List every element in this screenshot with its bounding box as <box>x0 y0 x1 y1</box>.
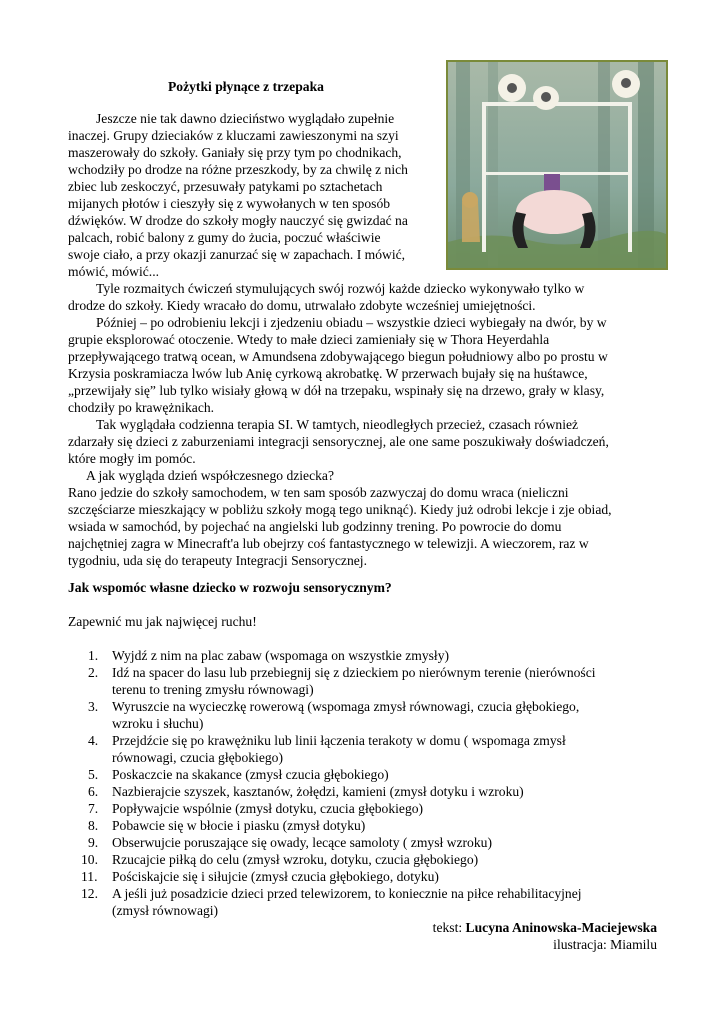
body-line: zdarzały się dzieci z zaburzeniami integracji sensorycznej, ale one same poszukiwały doświadczeń, <box>68 434 609 449</box>
list-item-text: Nazbierajcie szyszek, kasztanów, żołędzi, kamieni (zmysł dotyku i wzroku) <box>112 784 524 799</box>
list-number: 1. <box>88 648 99 663</box>
list-item-text: (zmysł równowagi) <box>112 903 219 918</box>
intro-line: zbiec lub zeskoczyć, przesuwały patykami po sztachetach <box>68 179 383 194</box>
intro-line: inaczej. Grupy dzieciaków z kluczami zawieszonymi na szyi <box>68 128 399 143</box>
list-item-text: Wyruszcie na wycieczkę rowerową (wspomaga zmysł równowagi, czucia głębokiego, <box>112 699 580 714</box>
credit-text-label: tekst: <box>432 920 466 935</box>
body-line: Później – po odrobieniu lekcji i zjedzeniu obiadu – wszystkie dzieci wybiegały na dwór, by w <box>96 315 607 330</box>
body-line: Tyle rozmaitych ćwiczeń stymulujących swój rozwój każde dziecko wykonywało tylko w <box>96 281 585 296</box>
list-number: 4. <box>88 733 99 748</box>
list-item-text: Rzucajcie piłką do celu (zmysł wzroku, dotyku, czucia głębokiego) <box>112 852 479 867</box>
list-item-text: Obserwujcie poruszające się owady, lecące samoloty ( zmysł wzroku) <box>112 835 492 850</box>
list-item-text: Pobawcie się w błocie i piasku (zmysł dotyku) <box>112 818 366 833</box>
section-heading: Jak wspomóc własne dziecko w rozwoju sensorycznym? <box>68 580 392 595</box>
body-line: chodziły po krawężnikach. <box>68 400 215 415</box>
list-number: 11. <box>81 869 98 884</box>
list-number: 5. <box>88 767 99 782</box>
list-item-text: Idź na spacer do lasu lub przebiegnij się z dzieckiem po nierównym terenie (nierówności <box>112 665 596 680</box>
body-line: tygodniu, uda się do terapeuty Integracji Sensorycznej. <box>68 553 367 568</box>
list-item-text: Popływajcie wspólnie (zmysł dotyku, czucia głębokiego) <box>112 801 424 816</box>
intro-line: maszerowały do szkoły. Ganiały się przy tym po chodnikach, <box>68 145 402 160</box>
body-line: Tak wyglądała codzienna terapia SI. W tamtych, nieodległych przecież, czasach również <box>96 417 579 432</box>
intro-line: wchodziły po drodze na różne przeszkody, by za chwilę z nich <box>68 162 408 177</box>
illustration-drawing <box>448 62 666 268</box>
intro-line: palcach, robić balony z gumy do żucia, poczuć właściwie <box>68 230 381 245</box>
body-line: drodze do szkoły. Kiedy wracało do domu, utrwalało zdobyte wcześniej umiejętności. <box>68 298 536 313</box>
list-number: 12. <box>81 886 98 901</box>
intro-line: swoje ciało, a przy okazji zanurzać się w zapachach. I mówić, <box>68 247 406 262</box>
credit-text <box>433 920 657 936</box>
list-number: 10. <box>81 852 98 867</box>
credit-author: Lucyna Aninowska-Maciejewska <box>465 920 657 935</box>
list-number: 2. <box>88 665 99 680</box>
body-line: przepływającego tratwą ocean, w Amundsena zdobywającego biegun południowy albo po prostu w <box>68 349 608 364</box>
intro-line: mijanych płotów i cieszyły się z wywołanych w ten sposób <box>68 196 391 211</box>
body-line: „przewijały się” lub tylko wisiały głową w dół na trzepaku, wspinały się na drzewo, grały w klasy, <box>68 383 605 398</box>
list-item-text: terenu to trening zmysłu równowagi) <box>112 682 314 697</box>
body-line: szczęściarze mieszkający w pobliżu szkoły mogą tego uniknąć). Kiedy już odrobi lekcje i zje obiad, <box>68 502 612 517</box>
illustration <box>446 60 668 270</box>
list-number: 3. <box>88 699 99 714</box>
list-number: 9. <box>88 835 99 850</box>
credit-illustration: ilustracja: Miamilu <box>553 937 657 952</box>
intro-line: Jeszcze nie tak dawno dzieciństwo wyglądało zupełnie <box>96 111 395 126</box>
list-item-text: równowagi, czucia głębokiego) <box>112 750 283 765</box>
list-item-text: wzroku i słuchu) <box>112 716 204 731</box>
list-number: 6. <box>88 784 99 799</box>
body-line: A jak wygląda dzień współczesnego dziecka? <box>86 468 334 483</box>
list-item-text: Pościskajcie się i siłujcie (zmysł czucia głębokiego, dotyku) <box>112 869 439 884</box>
list-item-text: Wyjdź z nim na plac zabaw (wspomaga on wszystkie zmysły) <box>112 648 450 663</box>
list-number: 8. <box>88 818 99 833</box>
body-line: które mogły im pomóc. <box>68 451 196 466</box>
list-item-text: A jeśli już posadzicie dzieci przed telewizorem, to koniecznie na piłce rehabilitacyjnej <box>112 886 582 901</box>
body-line: grupie eksplorować otoczenie. Wtedy to małe dzieci zamieniały się w Thora Heyerdahla <box>68 332 550 347</box>
list-item-text: Przejdźcie się po krawężniku lub linii łączenia terakoty w domu ( wspomaga zmysł <box>112 733 566 748</box>
article-title: Pożytki płynące z trzepaka <box>168 79 324 94</box>
intro-line: mówić, mówić... <box>68 264 159 279</box>
lead-text: Zapewnić mu jak najwięcej ruchu! <box>68 614 257 629</box>
body-line: najchętniej zagra w Minecraft'a lub obejrzy coś fantastycznego w telewizji. A wieczorem, raz w <box>68 536 589 551</box>
list-item-text: Poskaczcie na skakance (zmysł czucia głębokiego) <box>112 767 389 782</box>
list-number: 7. <box>88 801 99 816</box>
body-line: Rano jedzie do szkoły samochodem, w ten sam sposób zazwyczaj do domu wraca (nieliczni <box>68 485 569 500</box>
body-line: Krzysia poskramiacza lwów lub Anię cyrkową akrobatkę. W przerwach bujały się na huśtawce, <box>68 366 588 381</box>
body-line: wsiada w samochód, by pojechać na angielski lub godzinny trening. Po powrocie do domu <box>68 519 562 534</box>
intro-line: dźwięków. W drodze do szkoły mogły nauczyć się gwizdać na <box>68 213 408 228</box>
